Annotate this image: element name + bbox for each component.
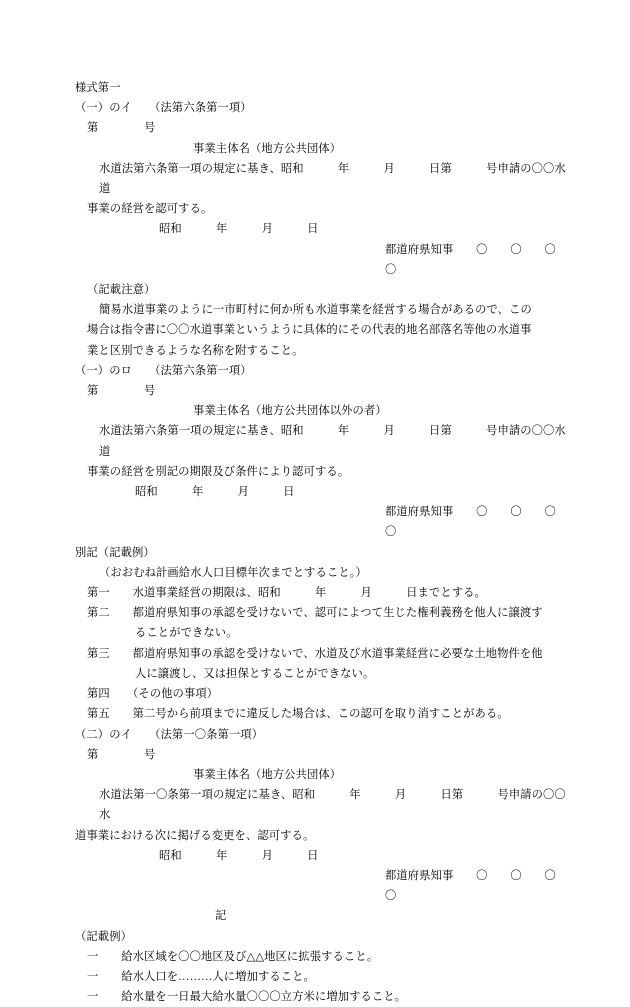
document-number-field-2: 第 号 [87, 385, 156, 398]
governor-signature-2: 都道府県知事 〇 〇 〇 〇 [385, 506, 579, 539]
example-item-2: 一 給水人口を………人に増加すること。 [87, 970, 315, 983]
document-number-field-1: 第 号 [87, 122, 156, 135]
appendix-item-3: 第三 都道府県知事の承認を受けないで、水道及び水道事業経営に必要な土地物件を他 [87, 647, 543, 660]
date-line-1: 昭和 年 月 日 [159, 223, 319, 236]
business-entity-name-1: 事業主体名（地方公共団体） [193, 142, 342, 155]
section-heading-2-i: （二）のイ （法第一〇条第一項） [75, 728, 264, 741]
date-line-3: 昭和 年 月 日 [159, 849, 319, 862]
note-heading-1: （記載注意） [87, 284, 156, 297]
ki-marker: 記 [215, 910, 227, 923]
governor-signature-1: 都道府県知事 〇 〇 〇 〇 [385, 243, 579, 276]
document-number-field-3: 第 号 [87, 748, 156, 761]
body-text-2b: 事業の経営を別記の期限及び条件により認可する。 [87, 465, 350, 478]
appendix-item-3-cont: 人に譲渡し、又は担保とすることができない。 [135, 667, 375, 680]
body-text-3b: 道事業における次に掲げる変更を、認可する。 [75, 829, 315, 842]
business-entity-name-3: 事業主体名（地方公共団体） [193, 768, 342, 781]
example-item-1: 一 給水区域を〇〇地区及び△△地区に拡張すること。 [87, 950, 379, 963]
body-text-3a: 水道法第一〇条第一項の規定に基き、昭和 年 月 日第 号申請の〇〇水 [99, 789, 566, 822]
body-text-1a: 水道法第六条第一項の規定に基き、昭和 年 月 日第 号申請の〇〇水道 [99, 162, 566, 196]
appendix-note: （おおむね計画給水人口目標年次までとすること。） [99, 566, 367, 579]
section-heading-1-ro: （一）のロ （法第六条第一項） [75, 364, 252, 377]
business-entity-name-2: 事業主体名（地方公共団体以外の者） [193, 405, 387, 418]
appendix-item-5: 第五 第二号から前項までに違反した場合は、この認可を取り消すことがある。 [87, 708, 509, 721]
example-heading: （記載例） [75, 930, 132, 943]
appendix-item-2-cont: ることができない。 [135, 627, 238, 640]
example-item-3: 一 給水量を一日最大給水量〇〇〇立方米に増加すること。 [87, 991, 407, 1004]
section-heading-1-i: （一）のイ （法第六条第一項） [75, 102, 252, 115]
body-text-1b: 事業の経営を認可する。 [87, 203, 213, 216]
appendix-item-1: 第一 水道事業経営の期限は、昭和 年 月 日までとする。 [87, 587, 486, 600]
appendix-item-2: 第二 都道府県知事の承認を受けないで、認可によつて生じた権利義務を他人に譲渡す [87, 607, 543, 620]
note-text-1a: 簡易水道事業のように一市町村に何か所も水道事業を経営する場合があるので、この [99, 304, 532, 317]
appendix-item-4: 第四 （その他の事項） [87, 688, 219, 701]
governor-signature-3: 都道府県知事 〇 〇 〇 〇 [385, 869, 579, 903]
appendix-heading: 別記（記載例） [75, 546, 155, 559]
date-line-2: 昭和 年 月 日 [135, 486, 295, 499]
body-text-2a: 水道法第六条第一項の規定に基き、昭和 年 月 日第 号申請の〇〇水道 [99, 425, 566, 458]
document-title: 様式第一 [75, 82, 121, 94]
note-text-1c: 業と区別できるような名称を附すること。 [87, 344, 304, 357]
note-text-1b: 場合は指令書に〇〇水道事業というように具体的にその代表的地名部落名等他の水道事 [87, 324, 532, 337]
